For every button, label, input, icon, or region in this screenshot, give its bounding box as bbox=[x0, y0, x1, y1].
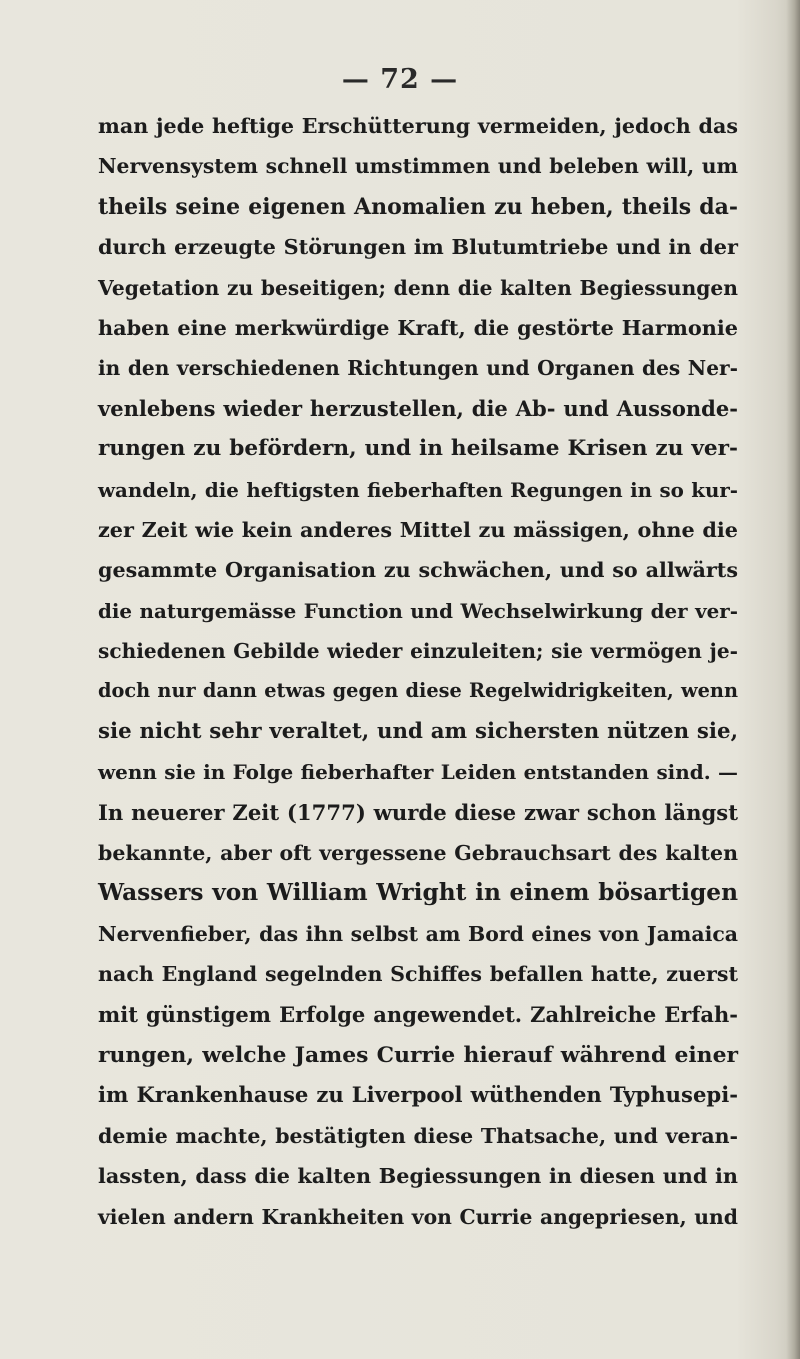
text-line: bekannte, aber oft vergessene Gebrauchsart des kalten bbox=[98, 841, 738, 866]
page-edge-shadow bbox=[786, 0, 800, 1359]
text-line: doch nur dann etwas gegen diese Regelwidrigkeiten, wenn bbox=[98, 679, 738, 703]
text-line: rungen zu befördern, und in heilsame Krisen zu ver- bbox=[98, 436, 738, 462]
text-line: rungen, welche James Currie hierauf während einer bbox=[98, 1041, 738, 1068]
text-line: zer Zeit wie kein anderes Mittel zu mässigen, ohne die bbox=[98, 516, 738, 542]
text-line: nach England segelnden Schiffes befallen hatte, zuerst bbox=[98, 962, 738, 987]
text-line: Nervensystem schnell umstimmen und beleben will, um bbox=[98, 154, 738, 179]
text-line: Nervenfieber, das ihn selbst am Bord eines von Jamaica bbox=[98, 921, 738, 946]
text-line: durch erzeugte Störungen im Blutumtriebe und in der bbox=[98, 234, 738, 260]
text-line: haben eine merkwürdige Kraft, die gestörte Harmonie bbox=[98, 314, 738, 340]
text-line: wenn sie in Folge fieberhafter Leiden entstanden sind. — bbox=[98, 760, 738, 785]
text-line: mit günstigem Erfolge angewendet. Zahlreiche Erfah- bbox=[98, 1001, 738, 1027]
text-line: lassten, dass die kalten Begiessungen in diesen und in bbox=[98, 1164, 738, 1189]
text-line: in den verschiedenen Richtungen und Organen des Ner- bbox=[98, 356, 738, 381]
text-line: Vegetation zu beseitigen; denn die kalten Begiessungen bbox=[98, 275, 738, 300]
text-line: Wassers von William Wright in einem bösartigen bbox=[98, 879, 738, 907]
text-line: vielen andern Krankheiten von Currie angepriesen, und bbox=[98, 1204, 738, 1229]
text-line: gesammte Organisation zu schwächen, und so allwärts bbox=[98, 558, 738, 583]
text-line: im Krankenhause zu Liverpool wüthenden Typhusepi- bbox=[98, 1082, 738, 1108]
text-line: schiedenen Gebilde wieder einzuleiten; sie vermögen je- bbox=[98, 639, 738, 664]
text-line: theils seine eigenen Anomalien zu heben, theils da- bbox=[98, 193, 738, 220]
page-number: — 72 — bbox=[341, 64, 459, 95]
text-line: wandeln, die heftigsten fieberhaften Regungen in so kur- bbox=[98, 477, 738, 502]
text-line: venlebens wieder herzustellen, die Ab- und Aussonde- bbox=[98, 395, 738, 421]
text-line: demie machte, bestätigten diese Thatsache, und veran- bbox=[98, 1123, 738, 1148]
text-line: die naturgemässe Function und Wechselwirkung der ver- bbox=[98, 598, 738, 623]
body-text bbox=[98, 106, 738, 1237]
text-line: man jede heftige Erschütterung vermeiden, jedoch das bbox=[98, 114, 738, 138]
text-line: In neuerer Zeit (1777) wurde diese zwar schon längst bbox=[98, 799, 738, 825]
text-line: sie nicht sehr veraltet, und am sichersten nützen sie, bbox=[98, 718, 738, 744]
